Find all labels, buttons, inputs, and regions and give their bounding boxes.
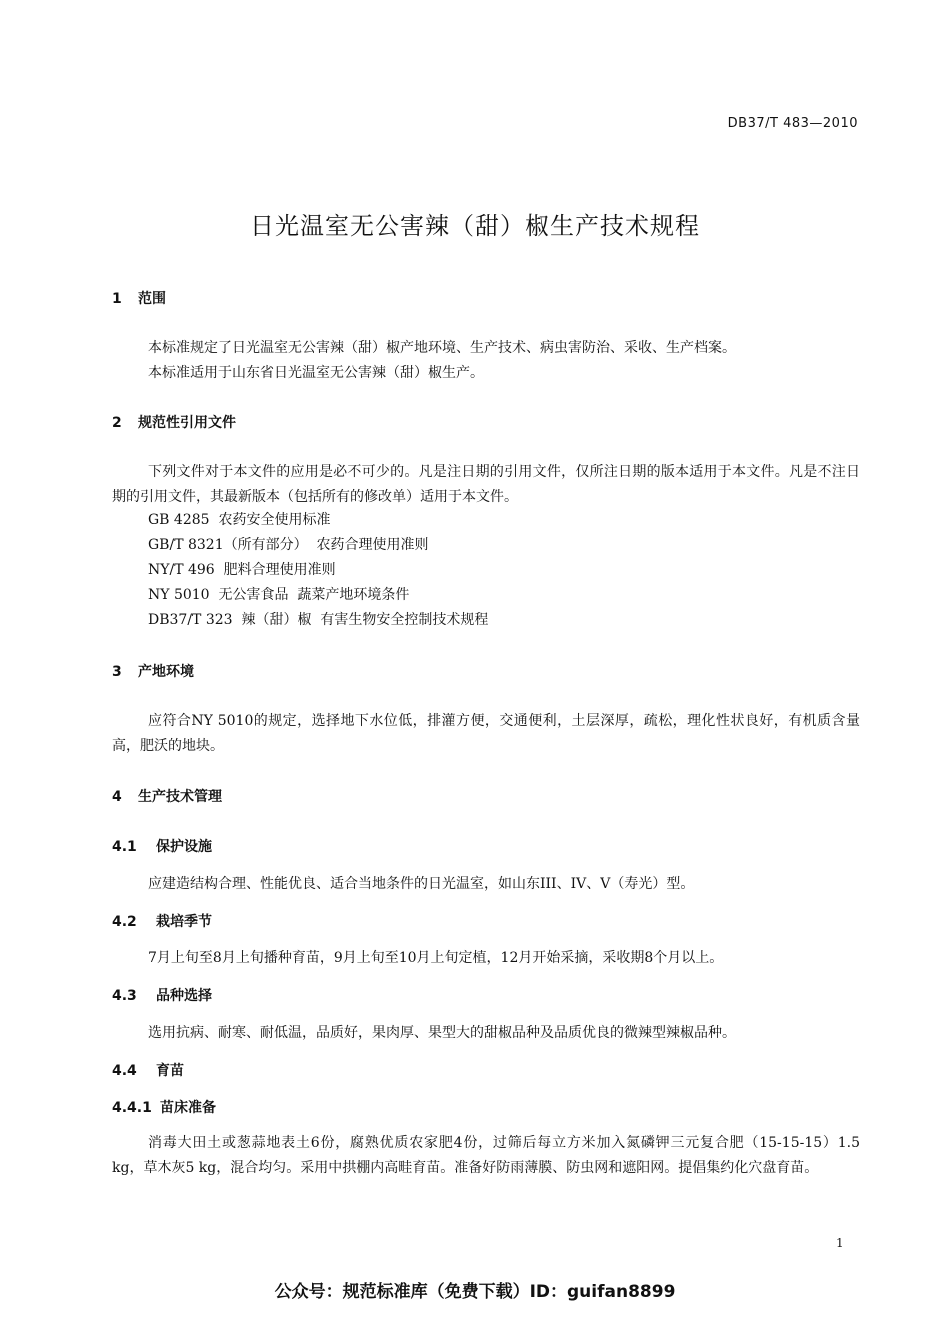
section-number: 4.4.1 (112, 1100, 152, 1116)
section-title: 品种选择 (156, 988, 212, 1004)
section-4-2-heading (112, 911, 212, 931)
section-3-paragraph: 应符合NY 5010的规定，选择地下水位低，排灌方便，交通便利，土层深厚，疏松，理化性状良好，有机质含量高，肥沃的地块。 (112, 713, 860, 754)
section-number: 2 (112, 415, 122, 431)
section-2-heading (112, 412, 236, 432)
section-4-heading (112, 786, 222, 806)
page-number: 1 (836, 1236, 844, 1250)
section-4-4-1-paragraph: 消毒大田土或葱蒜地表土6份，腐熟优质农家肥4份，过筛后每立方米加入氮磷钾三元复合肥（15-15-15）1.5 kg，草木灰5 kg，混合均匀。采用中拱棚内高畦育苗。准备好防雨薄膜、防虫网和遮阳网。提倡集约化穴盘育苗。 (112, 1135, 860, 1176)
section-number: 3 (112, 664, 122, 680)
section-4-1-paragraph: 应建造结构合理、性能优良、适合当地条件的日光温室，如山东III、IV、V（寿光）型。 (148, 876, 695, 892)
section-title: 保护设施 (156, 839, 212, 855)
section-1-heading (112, 288, 166, 308)
standard-code: DB37/T 483—2010 (727, 116, 858, 131)
section-number: 4.1 (112, 839, 137, 855)
footer-watermark-text: 公众号：规范标准库（免费下载）ID：guifan8899 (274, 1282, 676, 1302)
section-title: 规范性引用文件 (138, 415, 236, 431)
section-title: 栽培季节 (156, 914, 212, 930)
section-4-3-heading (112, 985, 212, 1005)
section-title: 苗床准备 (160, 1100, 216, 1116)
reference-item: NY/T 496 肥料合理使用准则 (148, 562, 336, 578)
document-title: 日光温室无公害辣（甜）椒生产技术规程 (250, 212, 700, 240)
section-4-1-heading (112, 836, 212, 856)
reference-item: NY 5010 无公害食品 蔬菜产地环境条件 (148, 587, 410, 603)
section-number: 4 (112, 789, 122, 805)
section-1-paragraph-1: 本标准规定了日光温室无公害辣（甜）椒产地环境、生产技术、病虫害防治、采收、生产档案。 (148, 340, 736, 356)
section-1-paragraph-2: 本标准适用于山东省日光温室无公害辣（甜）椒生产。 (148, 365, 484, 381)
reference-item: GB/T 8321（所有部分） 农药合理使用准则 (148, 537, 429, 553)
section-number: 4.3 (112, 988, 137, 1004)
reference-item: DB37/T 323 辣（甜）椒 有害生物安全控制技术规程 (148, 612, 489, 628)
section-3-heading (112, 661, 194, 681)
section-number: 1 (112, 291, 122, 307)
reference-item: GB 4285 农药安全使用标准 (148, 512, 331, 528)
section-title: 生产技术管理 (138, 789, 222, 805)
section-4-2-paragraph: 7月上旬至8月上旬播种育苗，9月上旬至10月上旬定植，12月开始采摘，采收期8个月以上。 (148, 950, 724, 966)
section-4-3-paragraph: 选用抗病、耐寒、耐低温，品质好，果肉厚、果型大的甜椒品种及品质优良的微辣型辣椒品种。 (148, 1025, 736, 1041)
section-4-4-heading (112, 1060, 184, 1080)
section-number: 4.2 (112, 914, 137, 930)
section-2-intro: 下列文件对于本文件的应用是必不可少的。凡是注日期的引用文件，仅所注日期的版本适用于本文件。凡是不注日期的引用文件，其最新版本（包括所有的修改单）适用于本文件。 (112, 464, 860, 505)
section-title: 范围 (138, 291, 166, 307)
section-title: 产地环境 (138, 664, 194, 680)
section-number: 4.4 (112, 1063, 137, 1079)
section-title: 育苗 (156, 1063, 184, 1079)
section-4-4-1-heading (112, 1097, 216, 1117)
